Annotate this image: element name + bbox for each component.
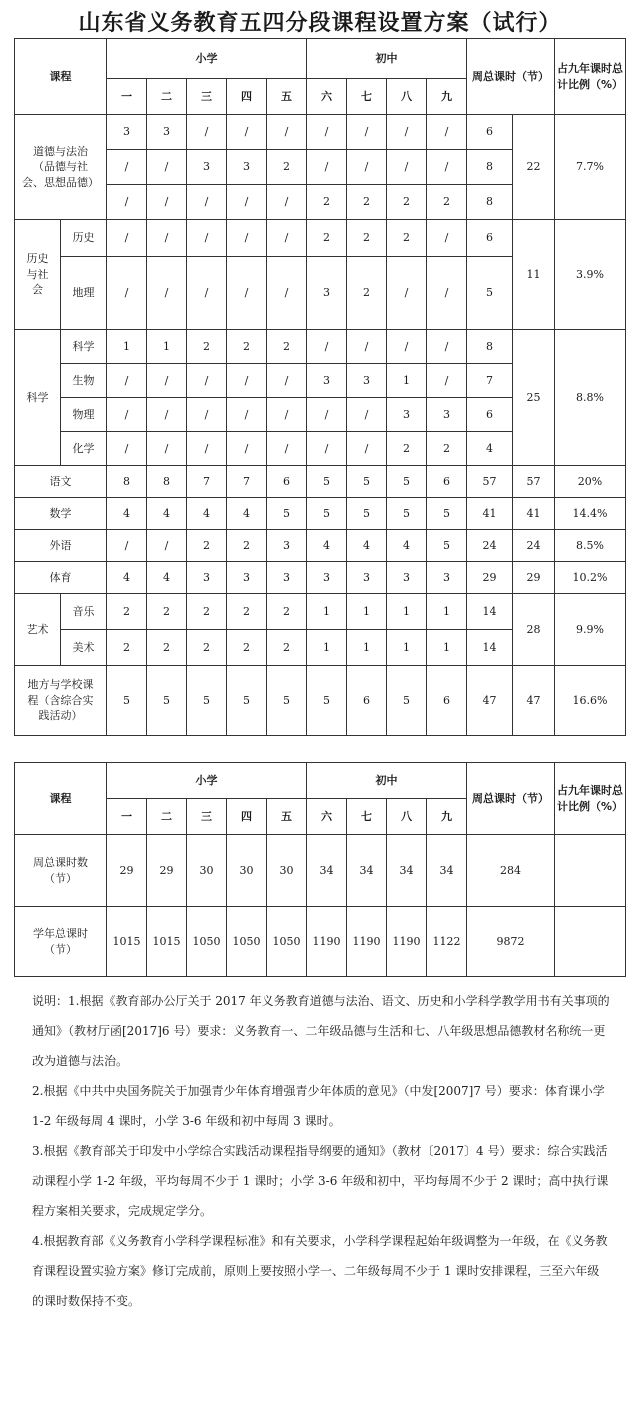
grade-header: 九 [427, 799, 467, 835]
cell-line: 会、思想品德） [22, 175, 99, 189]
value-cell: 5 [347, 498, 387, 530]
value-cell: 6 [427, 666, 467, 736]
value-cell: 5 [147, 666, 187, 736]
value-cell: 3 [307, 364, 347, 398]
value-cell: 8 [467, 330, 513, 364]
value-cell: / [107, 530, 147, 562]
cell-line: 会 [32, 283, 43, 297]
primary-header: 小学 [107, 39, 307, 79]
value-cell: 1 [387, 364, 427, 398]
value-cell: 2 [147, 594, 187, 630]
value-cell: 2 [427, 185, 467, 220]
value-cell: 6 [467, 398, 513, 432]
value-cell: / [267, 364, 307, 398]
cell-line: （品德与社 [33, 160, 88, 174]
sub-subject: 化学 [61, 432, 107, 466]
value-cell: 5 [387, 498, 427, 530]
table-row [15, 220, 626, 257]
cell-line: （节） [44, 871, 77, 885]
value-cell: 5 [427, 530, 467, 562]
subject-shuxue: 数学 [15, 498, 107, 530]
page-title: 山东省义务教育五四分段课程设置方案（试行） [78, 11, 562, 36]
value-cell: / [107, 150, 147, 185]
cell-line: 学年总课时 [33, 927, 88, 941]
weekly-row [15, 835, 626, 907]
value-cell: 4 [307, 530, 347, 562]
subject-yuwen: 语文 [15, 466, 107, 498]
value-cell: / [307, 150, 347, 185]
year-row [15, 907, 626, 977]
value-cell: 57 [467, 466, 513, 498]
total-cell: 9872 [467, 907, 555, 977]
value-cell: 3 [147, 115, 187, 150]
subject-tiyu: 体育 [15, 562, 107, 594]
value-cell: 47 [467, 666, 513, 736]
cell-line: 践活动） [38, 709, 83, 723]
table-row [15, 466, 626, 498]
summary-table [14, 762, 626, 977]
value-cell: 2 [187, 594, 227, 630]
value-cell: 3 [187, 150, 227, 185]
ratio-cell: 10.2% [555, 562, 626, 594]
value-cell: / [187, 398, 227, 432]
value-cell: 4 [387, 530, 427, 562]
table-row [15, 594, 626, 630]
header-row [15, 763, 626, 799]
value-cell: 1 [307, 630, 347, 666]
note-1: 说明：1.根据《教育部办公厅关于 2017 年义务教育道德与法治、语文、历史和小学科学教学用书有关事项的通知》（教材厅函[2017]6 号）要求：义务教育一、二年级品德与生活和七、八年级思想品德教材名称统一更改为道德与法治。 [32, 994, 610, 1068]
total-cell: 41 [513, 498, 555, 530]
total-cell: 47 [513, 666, 555, 736]
value-cell: 5 [307, 466, 347, 498]
table-row [15, 666, 626, 736]
primary-header: 小学 [107, 763, 307, 799]
weekly-total-header: 周总课时（节） [467, 763, 555, 835]
ratio-cell: 3.9% [555, 220, 626, 330]
ratio-cell: 9.9% [555, 594, 626, 666]
value-cell: 2 [347, 185, 387, 220]
value-cell: / [347, 150, 387, 185]
value-cell: / [347, 398, 387, 432]
value-cell: 2 [267, 150, 307, 185]
grade-header: 六 [307, 79, 347, 115]
grade-header: 九 [427, 79, 467, 115]
value-cell: / [187, 115, 227, 150]
subject-daode [15, 115, 107, 220]
value-cell: 3 [307, 562, 347, 594]
value-cell: / [267, 115, 307, 150]
value-cell: 1190 [307, 907, 347, 977]
value-cell: 2 [187, 530, 227, 562]
value-cell: / [347, 115, 387, 150]
value-cell: 2 [227, 594, 267, 630]
value-cell: / [147, 364, 187, 398]
value-cell: / [267, 398, 307, 432]
value-cell: 4 [107, 562, 147, 594]
value-cell: 6 [467, 220, 513, 257]
value-cell: / [227, 115, 267, 150]
value-cell: 3 [347, 562, 387, 594]
subject-yishu: 艺术 [15, 594, 61, 666]
value-cell: 6 [347, 666, 387, 736]
value-cell: / [387, 257, 427, 330]
total-cell: 29 [513, 562, 555, 594]
value-cell: 7 [467, 364, 513, 398]
value-cell: 5 [187, 666, 227, 736]
value-cell: 7 [227, 466, 267, 498]
weekly-label [15, 835, 107, 907]
value-cell: 4 [107, 498, 147, 530]
sub-subject: 地理 [61, 257, 107, 330]
value-cell: 6 [267, 466, 307, 498]
value-cell: / [307, 398, 347, 432]
total-cell: 28 [513, 594, 555, 666]
value-cell: 14 [467, 594, 513, 630]
value-cell: 2 [107, 594, 147, 630]
table-row [15, 115, 626, 150]
value-cell: 6 [427, 466, 467, 498]
value-cell: 8 [467, 185, 513, 220]
grade-header: 二 [147, 799, 187, 835]
value-cell: / [187, 185, 227, 220]
value-cell: 5 [267, 666, 307, 736]
ratio-header: 占九年课时总计比例（%） [555, 763, 626, 835]
value-cell: 5 [227, 666, 267, 736]
grade-header: 七 [347, 799, 387, 835]
value-cell: / [147, 257, 187, 330]
ratio-cell [555, 907, 626, 977]
grade-header: 三 [187, 79, 227, 115]
value-cell: 29 [147, 835, 187, 907]
value-cell: 5 [107, 666, 147, 736]
value-cell: 2 [147, 630, 187, 666]
value-cell: 3 [307, 257, 347, 330]
value-cell: / [227, 432, 267, 466]
value-cell: / [147, 398, 187, 432]
value-cell: 5 [467, 257, 513, 330]
value-cell: 2 [227, 330, 267, 364]
weekly-total-header: 周总课时（节） [467, 39, 555, 115]
grade-header: 二 [147, 79, 187, 115]
value-cell: 8 [107, 466, 147, 498]
value-cell: / [347, 432, 387, 466]
grade-header: 三 [187, 799, 227, 835]
value-cell: 3 [387, 398, 427, 432]
cell-line: 与社 [26, 267, 49, 281]
value-cell: 3 [267, 530, 307, 562]
value-cell: / [227, 185, 267, 220]
value-cell: 1 [427, 594, 467, 630]
value-cell: 4 [347, 530, 387, 562]
ratio-cell [555, 835, 626, 907]
value-cell: / [347, 330, 387, 364]
value-cell: / [107, 220, 147, 257]
grade-header: 五 [267, 799, 307, 835]
value-cell: 34 [387, 835, 427, 907]
note-4: 4.根据教育部《义务教育小学科学课程标准》和有关要求，小学科学课程起始年级调整为一年级，在《义务教育课程设置实验方案》修订完成前，原则上要按照小学一、二年级每周不少于 1 课时安排课程，三至六年级的课时数保持不变。 [32, 1234, 608, 1308]
value-cell: 1050 [227, 907, 267, 977]
table-row [15, 330, 626, 364]
value-cell: 30 [187, 835, 227, 907]
total-cell: 11 [513, 220, 555, 330]
value-cell: 4 [227, 498, 267, 530]
grade-header: 七 [347, 79, 387, 115]
value-cell: / [427, 330, 467, 364]
course-header: 课程 [15, 39, 107, 115]
value-cell: 29 [107, 835, 147, 907]
value-cell: / [427, 220, 467, 257]
value-cell: 2 [187, 330, 227, 364]
value-cell: / [107, 398, 147, 432]
value-cell: / [387, 115, 427, 150]
subject-waiyu: 外语 [15, 530, 107, 562]
value-cell: 30 [267, 835, 307, 907]
value-cell: 34 [307, 835, 347, 907]
value-cell: 1 [347, 630, 387, 666]
total-cell: 24 [513, 530, 555, 562]
grade-header: 六 [307, 799, 347, 835]
value-cell: 4 [147, 562, 187, 594]
grade-header: 五 [267, 79, 307, 115]
value-cell: 2 [307, 185, 347, 220]
value-cell: / [427, 364, 467, 398]
total-cell: 57 [513, 466, 555, 498]
value-cell: 7 [187, 466, 227, 498]
value-cell: 5 [347, 466, 387, 498]
value-cell: 3 [187, 562, 227, 594]
value-cell: / [307, 115, 347, 150]
value-cell: 3 [227, 562, 267, 594]
subject-lishi [15, 220, 61, 330]
value-cell: / [387, 150, 427, 185]
value-cell: / [147, 432, 187, 466]
value-cell: / [107, 185, 147, 220]
ratio-cell: 20% [555, 466, 626, 498]
value-cell: 2 [347, 257, 387, 330]
value-cell: 5 [307, 498, 347, 530]
value-cell: 2 [387, 185, 427, 220]
value-cell: 2 [427, 432, 467, 466]
subject-kexue: 科学 [15, 330, 61, 466]
value-cell: 1 [307, 594, 347, 630]
value-cell: 1190 [387, 907, 427, 977]
cell-line: 地方与学校课 [27, 678, 94, 692]
value-cell: 1015 [147, 907, 187, 977]
grade-header: 一 [107, 79, 147, 115]
sub-subject: 音乐 [61, 594, 107, 630]
note-2: 2.根据《中共中央国务院关于加强青少年体育增强青少年体质的意见》（中发[2007]7 号）要求：体育课小学 1-2 年级每周 4 课时，小学 3-6 年级和初中每周 3 课时。 [32, 1084, 605, 1128]
value-cell: / [427, 115, 467, 150]
value-cell: 6 [467, 115, 513, 150]
value-cell: / [267, 432, 307, 466]
sub-subject: 生物 [61, 364, 107, 398]
value-cell: 3 [267, 562, 307, 594]
value-cell: / [107, 432, 147, 466]
grade-header: 八 [387, 799, 427, 835]
value-cell: 1 [347, 594, 387, 630]
sub-subject: 美术 [61, 630, 107, 666]
value-cell: 5 [387, 666, 427, 736]
value-cell: 1 [387, 594, 427, 630]
value-cell: 4 [187, 498, 227, 530]
cell-line: 道德与法治 [33, 144, 88, 158]
value-cell: 3 [387, 562, 427, 594]
value-cell: / [267, 257, 307, 330]
ratio-header: 占九年课时总计比例（%） [555, 39, 626, 115]
total-cell: 22 [513, 115, 555, 220]
cell-line: （节） [44, 942, 77, 956]
value-cell: / [227, 398, 267, 432]
junior-header: 初中 [307, 39, 467, 79]
value-cell: 1122 [427, 907, 467, 977]
value-cell: 1 [147, 330, 187, 364]
value-cell: 2 [387, 220, 427, 257]
total-cell: 284 [467, 835, 555, 907]
sub-subject: 历史 [61, 220, 107, 257]
value-cell: 5 [387, 466, 427, 498]
value-cell: 24 [467, 530, 513, 562]
value-cell: / [227, 364, 267, 398]
value-cell: 2 [387, 432, 427, 466]
value-cell: 8 [467, 150, 513, 185]
curriculum-table [14, 38, 626, 736]
table-row [15, 498, 626, 530]
value-cell: 1050 [267, 907, 307, 977]
value-cell: 4 [147, 498, 187, 530]
value-cell: 2 [227, 630, 267, 666]
cell-line: 历史 [26, 252, 49, 266]
value-cell: / [227, 257, 267, 330]
total-cell: 25 [513, 330, 555, 466]
sub-subject: 物理 [61, 398, 107, 432]
ratio-cell: 7.7% [555, 115, 626, 220]
notes-section [32, 986, 610, 1316]
value-cell: / [227, 220, 267, 257]
ratio-cell: 8.5% [555, 530, 626, 562]
value-cell: 34 [347, 835, 387, 907]
value-cell: / [307, 432, 347, 466]
value-cell: 2 [267, 630, 307, 666]
course-header: 课程 [15, 763, 107, 835]
value-cell: 1050 [187, 907, 227, 977]
value-cell: / [147, 185, 187, 220]
value-cell: 41 [467, 498, 513, 530]
value-cell: 4 [467, 432, 513, 466]
grade-header: 四 [227, 799, 267, 835]
value-cell: / [267, 185, 307, 220]
value-cell: 5 [307, 666, 347, 736]
value-cell: 3 [347, 364, 387, 398]
value-cell: / [187, 257, 227, 330]
value-cell: / [107, 257, 147, 330]
note-3: 3.根据《教育部关于印发中小学综合实践活动课程指导纲要的通知》（教材〔2017〕4 号）要求：综合实践活动课程小学 1-2 年级，平均每周不少于 1 课时；小学 3-6 年级和初中，平均每周不少于 2 课时；高中执行课程方案相关要求，完成规定学分。 [32, 1144, 609, 1218]
value-cell: 3 [427, 398, 467, 432]
ratio-cell: 8.8% [555, 330, 626, 466]
value-cell: / [147, 220, 187, 257]
value-cell: / [187, 220, 227, 257]
year-label [15, 907, 107, 977]
value-cell: 34 [427, 835, 467, 907]
value-cell: 2 [347, 220, 387, 257]
table-row [15, 530, 626, 562]
value-cell: 5 [267, 498, 307, 530]
value-cell: / [267, 220, 307, 257]
ratio-cell: 14.4% [555, 498, 626, 530]
value-cell: / [187, 364, 227, 398]
table-row [15, 562, 626, 594]
value-cell: / [387, 330, 427, 364]
value-cell: 1 [427, 630, 467, 666]
grade-header: 八 [387, 79, 427, 115]
value-cell: 5 [427, 498, 467, 530]
value-cell: 30 [227, 835, 267, 907]
sub-subject: 科学 [61, 330, 107, 364]
value-cell: 2 [187, 630, 227, 666]
value-cell: 3 [427, 562, 467, 594]
value-cell: 2 [107, 630, 147, 666]
value-cell: 2 [267, 594, 307, 630]
value-cell: 2 [307, 220, 347, 257]
value-cell: 1 [387, 630, 427, 666]
subject-difang [15, 666, 107, 736]
value-cell: / [147, 530, 187, 562]
value-cell: 3 [227, 150, 267, 185]
value-cell: / [427, 257, 467, 330]
value-cell: 2 [267, 330, 307, 364]
junior-header: 初中 [307, 763, 467, 799]
value-cell: 1190 [347, 907, 387, 977]
grade-header: 一 [107, 799, 147, 835]
value-cell: / [427, 150, 467, 185]
value-cell: 1 [107, 330, 147, 364]
cell-line: 周总课时数 [33, 856, 88, 870]
value-cell: 8 [147, 466, 187, 498]
value-cell: 29 [467, 562, 513, 594]
value-cell: 2 [227, 530, 267, 562]
value-cell: 14 [467, 630, 513, 666]
header-row [15, 39, 626, 79]
cell-line: 程（含综合实 [27, 693, 94, 707]
value-cell: / [147, 150, 187, 185]
ratio-cell: 16.6% [555, 666, 626, 736]
value-cell: / [107, 364, 147, 398]
value-cell: 1015 [107, 907, 147, 977]
value-cell: 3 [107, 115, 147, 150]
value-cell: / [307, 330, 347, 364]
value-cell: / [187, 432, 227, 466]
grade-header: 四 [227, 79, 267, 115]
